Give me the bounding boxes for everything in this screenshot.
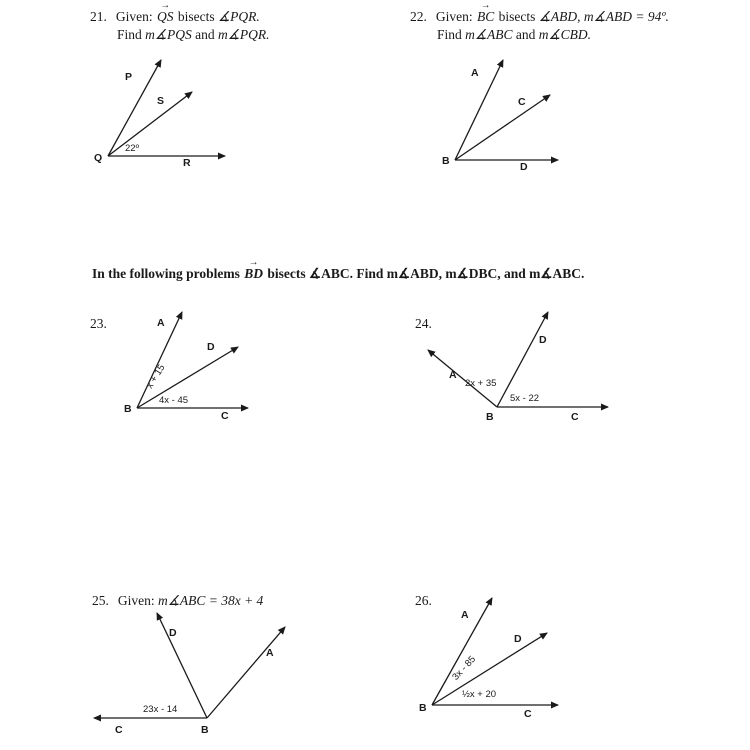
point-label-A: A — [471, 67, 479, 79]
angle-expression-2: ½x + 20 — [462, 689, 497, 700]
point-label-D: D — [169, 627, 177, 639]
ray-notation-BD — [244, 257, 264, 283]
problem-22-find-line — [410, 26, 669, 44]
angle-expression-1: 2x + 35 — [465, 378, 497, 389]
angle-measure-label: 22º — [125, 143, 140, 154]
point-label-B: B — [419, 702, 427, 714]
ray-name: BC — [477, 9, 495, 24]
problem-22 — [410, 0, 669, 44]
problem-21 — [90, 0, 270, 44]
point-label-B: B — [124, 403, 132, 415]
ray-QS — [108, 92, 192, 156]
instruction-rest: bisects ∡ABC. Find m∡ABD, m∡DBC, and m∡ABC. — [264, 266, 585, 281]
point-label-C: C — [571, 411, 579, 423]
point-label-P: P — [125, 71, 133, 83]
problem-23-number: 23. — [90, 316, 107, 331]
point-label-D: D — [539, 334, 547, 346]
angle-expression-2: 4x - 45 — [159, 395, 189, 406]
diagram-25 — [88, 600, 303, 738]
find-text: and — [191, 27, 218, 42]
instruction-prefix: In the following problems — [92, 266, 244, 281]
instruction-line — [92, 257, 585, 283]
angle-expression-1: 23x - 14 — [143, 704, 178, 715]
point-label-C: C — [115, 724, 123, 736]
find-math-2: m∡PQR. — [218, 27, 270, 42]
find-text: and — [512, 27, 539, 42]
point-label-B: B — [486, 411, 494, 423]
point-label-R: R — [183, 157, 191, 169]
problem-21-number: 21. — [90, 9, 107, 24]
problem-26-number: 26. — [415, 593, 432, 608]
point-label-Q: Q — [94, 152, 103, 164]
find-math-1: m∡ABC — [465, 27, 513, 42]
problem-21-find-line — [90, 26, 269, 44]
diagram-26 — [413, 592, 580, 724]
point-label-A: A — [449, 369, 457, 381]
point-label-A: A — [157, 317, 165, 329]
diagram-23 — [118, 302, 268, 426]
point-label-A: A — [266, 647, 274, 659]
point-label-S: S — [157, 95, 165, 107]
angle-expression-1: 3x - 85 — [450, 653, 479, 683]
diagram-21 — [85, 52, 235, 170]
point-label-D: D — [514, 633, 522, 645]
point-label-D: D — [520, 161, 528, 173]
ray-QP — [108, 60, 161, 156]
given-text: bisects — [495, 9, 539, 24]
ray-notation-QS — [157, 0, 174, 26]
diagram-24 — [418, 302, 618, 428]
ray-arrow-icon: → — [160, 0, 171, 12]
angle-expression-1: x + 15 — [144, 362, 168, 391]
point-label-A: A — [461, 609, 469, 621]
point-label-C: C — [524, 708, 532, 720]
ray-notation-BC — [477, 0, 495, 26]
problem-22-number: 22. — [410, 9, 427, 24]
find-math-2: m∡CBD. — [538, 27, 591, 42]
given-math: ∡PQR. — [218, 9, 260, 24]
point-label-C: C — [518, 96, 526, 108]
given-math: m∡ABC = 38x + 4 — [158, 593, 264, 608]
ray-name: QS — [157, 9, 174, 24]
ray-BA — [207, 627, 285, 718]
problem-25-number: 25. — [92, 593, 109, 608]
given-label: Given: — [115, 9, 156, 24]
ray-BA — [455, 60, 503, 160]
find-label: Find — [437, 27, 466, 42]
ray-arrow-icon: → — [480, 0, 491, 12]
ray-BC — [455, 95, 550, 160]
given-label: Given: — [117, 593, 158, 608]
given-label: Given: — [435, 9, 476, 24]
problem-21-given-line — [90, 0, 269, 26]
point-label-B: B — [442, 155, 450, 167]
angle-expression-2: 5x - 22 — [510, 393, 540, 404]
ray-arrow-icon: → — [248, 257, 259, 269]
point-label-D: D — [207, 341, 215, 353]
given-math: ∡ABD, m∡ABD = 94º. — [538, 9, 669, 24]
find-label: Find — [117, 27, 146, 42]
diagram-22 — [430, 52, 580, 174]
ray-BD — [157, 613, 207, 718]
problem-24-number: 24. — [415, 316, 432, 331]
point-label-B: B — [201, 724, 209, 736]
find-math-1: m∡PQS — [145, 27, 192, 42]
given-text: bisects — [174, 9, 218, 24]
point-label-C: C — [221, 410, 229, 422]
ray-name: BD — [244, 266, 264, 281]
problem-22-given-line — [410, 0, 669, 26]
